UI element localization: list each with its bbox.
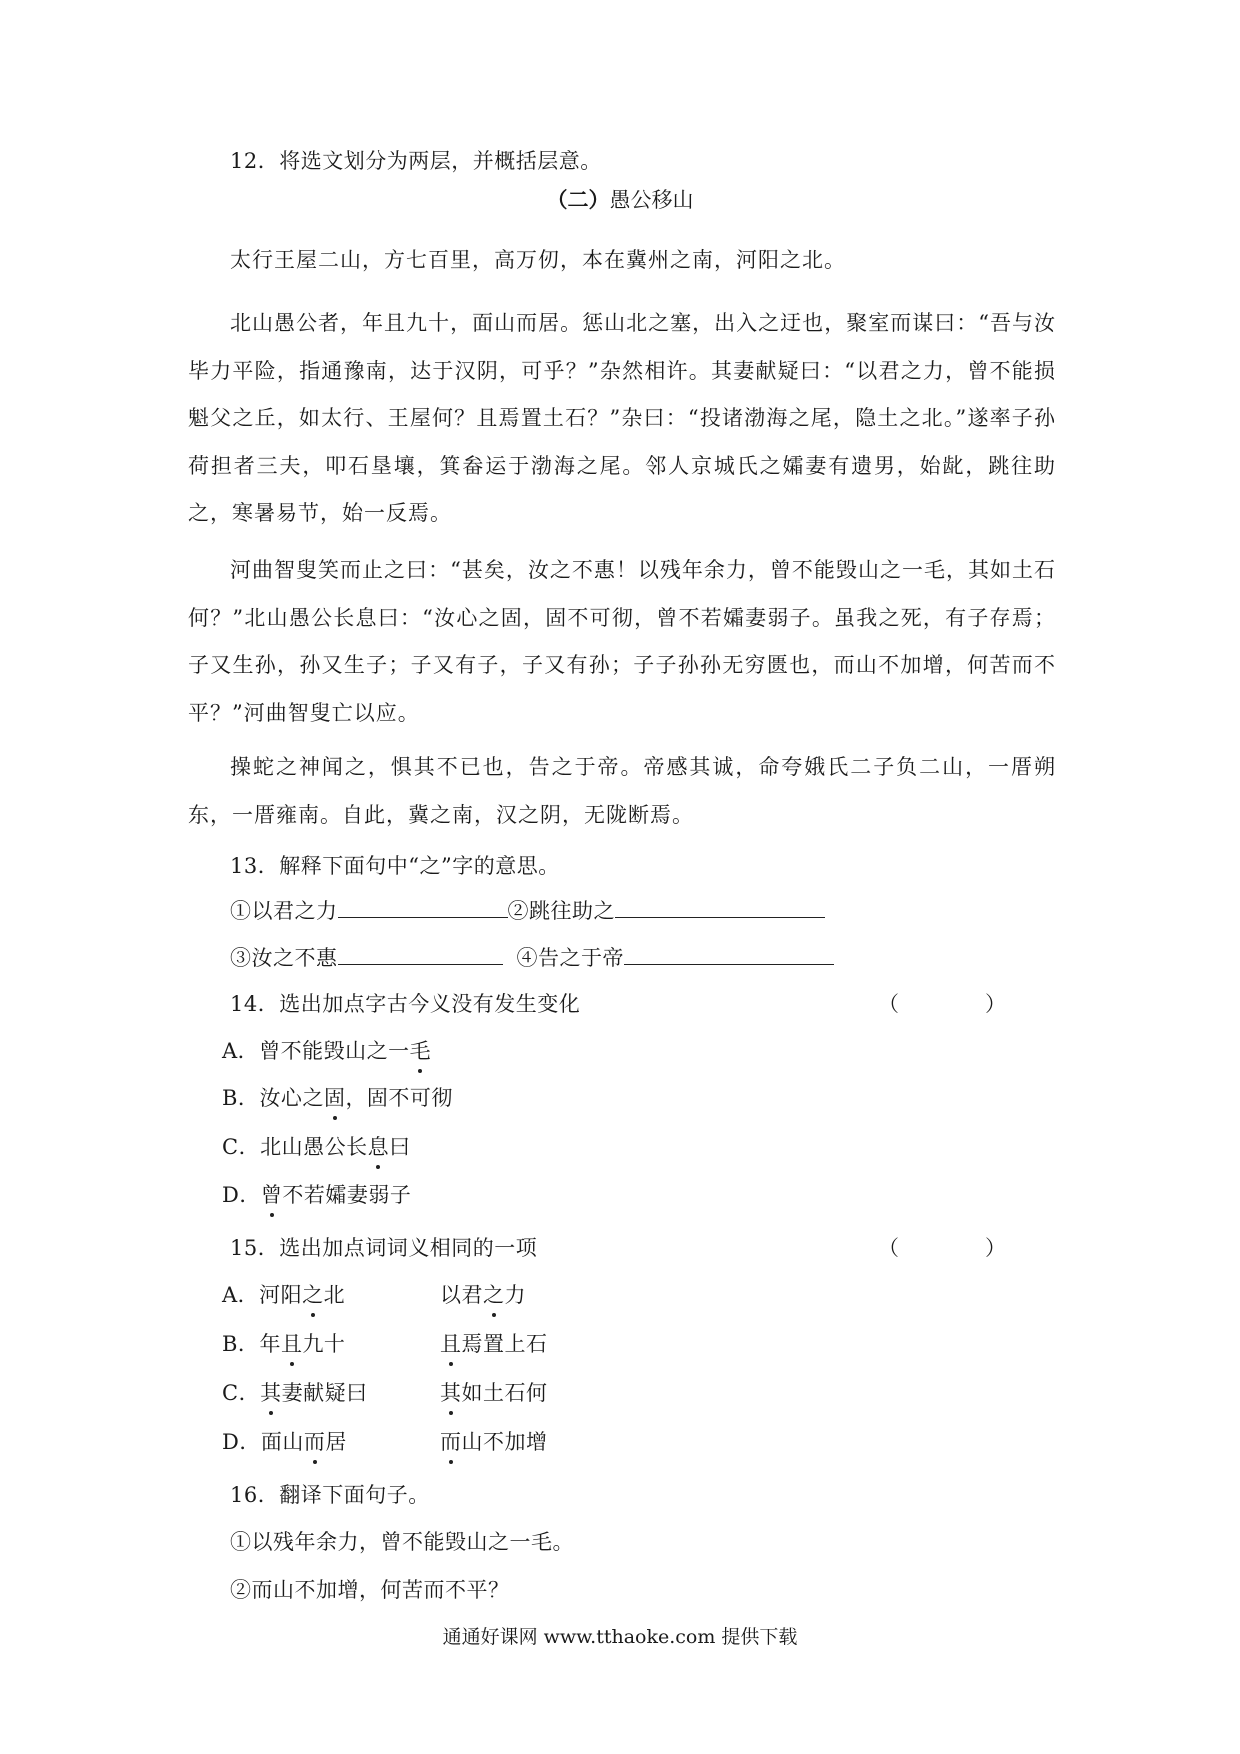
q15-option-b[interactable]	[222, 1329, 345, 1359]
dotted-char: 其	[260, 1378, 282, 1408]
question-13: 13．解释下面句中“之”字的意思。	[230, 854, 560, 878]
q13-answer-blank-2[interactable]	[615, 895, 825, 918]
q14-option-b[interactable]	[222, 1083, 453, 1113]
q13-item-1: ①以君之力	[230, 899, 338, 923]
question-15: 15．选出加点词词义相同的一项	[230, 1236, 538, 1260]
option-text: 年	[259, 1332, 281, 1356]
dotted-char: 而	[440, 1427, 462, 1457]
option-text: 力	[504, 1283, 526, 1307]
page-footer: 通通好课网 www.tthaoke.com 提供下载	[442, 1626, 798, 1648]
q15-option-c-second	[440, 1378, 548, 1408]
passage-paragraph-1: 太行王屋二山，方七百里，高万仞，本在冀州之南，河阳之北。	[230, 248, 846, 272]
option-text: 北	[323, 1283, 346, 1307]
dotted-char: 之	[483, 1280, 505, 1310]
q14-paren-close: ）	[985, 992, 1006, 1016]
q16-sentence-1: ①以残年余力，曾不能毁山之一毛。	[230, 1530, 574, 1554]
q14-option-c[interactable]	[222, 1132, 411, 1162]
option-text: 曾不能毁山之一	[259, 1039, 410, 1063]
dotted-char: 且	[281, 1329, 303, 1359]
q13-answer-blank-3[interactable]	[338, 942, 503, 965]
option-text: 九十	[302, 1332, 346, 1356]
option-text: 河阳	[259, 1283, 303, 1307]
dotted-char: 毛	[410, 1036, 432, 1066]
option-text: 汝心之	[259, 1086, 324, 1110]
option-text: 山不加增	[461, 1430, 548, 1454]
q15-option-a-second	[440, 1280, 526, 1310]
option-letter: A．	[222, 1039, 260, 1063]
q13-answer-blank-1[interactable]	[338, 895, 508, 918]
dotted-char: 其	[440, 1378, 462, 1408]
dotted-char: 曾	[261, 1180, 283, 1210]
q13-item-2: ②跳往助之	[507, 899, 615, 923]
option-text: 以君	[440, 1283, 483, 1307]
q15-option-b-second	[440, 1329, 548, 1359]
q15-option-c[interactable]	[222, 1378, 368, 1408]
dotted-char: 且	[440, 1329, 462, 1359]
question-14: 14．选出加点字古今义没有发生变化	[230, 992, 581, 1016]
q14-option-a[interactable]	[222, 1036, 431, 1066]
option-letter: D．	[222, 1183, 261, 1207]
option-text: 面山	[260, 1430, 304, 1454]
q16-sentence-2: ②而山不加增，何苦而不平？	[230, 1578, 510, 1602]
option-letter: B．	[222, 1086, 260, 1110]
option-text: 曰	[389, 1135, 411, 1159]
option-text: 妻献疑曰	[281, 1381, 368, 1405]
dotted-char: 而	[304, 1427, 326, 1457]
option-text: ，固不可彻	[345, 1086, 453, 1110]
option-letter: A．	[222, 1283, 260, 1307]
option-text: 焉置上石	[461, 1332, 548, 1356]
q15-option-d[interactable]	[222, 1427, 347, 1457]
q13-answer-blank-4[interactable]	[624, 942, 834, 965]
passage-paragraph-4: 操蛇之神闻之，惧其不已也，告之于帝。帝感其诚，命夸娥氏二子负二山，一厝朔东，一厝雍南。自此，冀之南，汉之阴，无陇断焉。	[188, 755, 1056, 827]
section-title-name: 愚公移山	[609, 188, 694, 212]
q15-paren-close: ）	[985, 1236, 1006, 1260]
q15-paren-open: （	[878, 1236, 899, 1260]
dotted-char: 息	[368, 1132, 390, 1162]
option-letter: C．	[222, 1381, 261, 1405]
q13-row-1	[230, 895, 825, 926]
q15-option-d-second	[440, 1427, 548, 1457]
q13-item-3: ③汝之不惠	[230, 946, 338, 970]
option-text: 北山愚公长	[260, 1135, 368, 1159]
option-letter: C．	[222, 1135, 261, 1159]
q14-paren-open: （	[878, 992, 899, 1016]
option-text: 不若孀妻弱子	[282, 1183, 412, 1207]
option-text: 如土石何	[461, 1381, 548, 1405]
q14-option-d[interactable]	[222, 1180, 411, 1210]
question-16: 16．翻译下面句子。	[230, 1483, 430, 1507]
question-12: 12．将选文划分为两层，并概括层意。	[230, 149, 602, 173]
passage-paragraph-2: 北山愚公者，年且九十，面山而居。惩山北之塞，出入之迂也，聚室而谋曰：“吾与汝毕力平险，指通豫南，达于汉阴，可乎？”杂然相许。其妻献疑曰：“以君之力，曾不能损魁父之丘，如太行、王屋何？且焉置土石？”杂曰：“投诸渤海之尾，隐土之北。”遂率子孙荷担者三夫，叩石垦壤，箕畚运于渤海之尾。邻人京城氏之孀妻有遗男，始龀，跳往助之，寒暑易节，始一反焉。	[188, 311, 1056, 525]
dotted-char: 固	[324, 1083, 346, 1113]
option-letter: D．	[222, 1430, 261, 1454]
option-text: 居	[325, 1430, 347, 1454]
q13-item-4: ④告之于帝	[516, 946, 624, 970]
section-title-label: （二）	[546, 187, 610, 212]
passage-paragraph-3: 河曲智叟笑而止之曰：“甚矣，汝之不惠！以残年余力，曾不能毁山之一毛，其如土石何？”北山愚公长息曰：“汝心之固，固不可彻，曾不若孀妻弱子。虽我之死，有子存焉；子又生孙，孙又生子；子又有子，子又有孙；子子孙孙无穷匮也，而山不加增，何苦而不平？”河曲智叟亡以应。	[188, 558, 1056, 725]
dotted-char: 之	[302, 1280, 324, 1310]
q15-option-a[interactable]	[222, 1280, 345, 1310]
option-letter: B．	[222, 1332, 260, 1356]
q13-row-2	[230, 942, 834, 973]
section-title	[0, 185, 1240, 215]
